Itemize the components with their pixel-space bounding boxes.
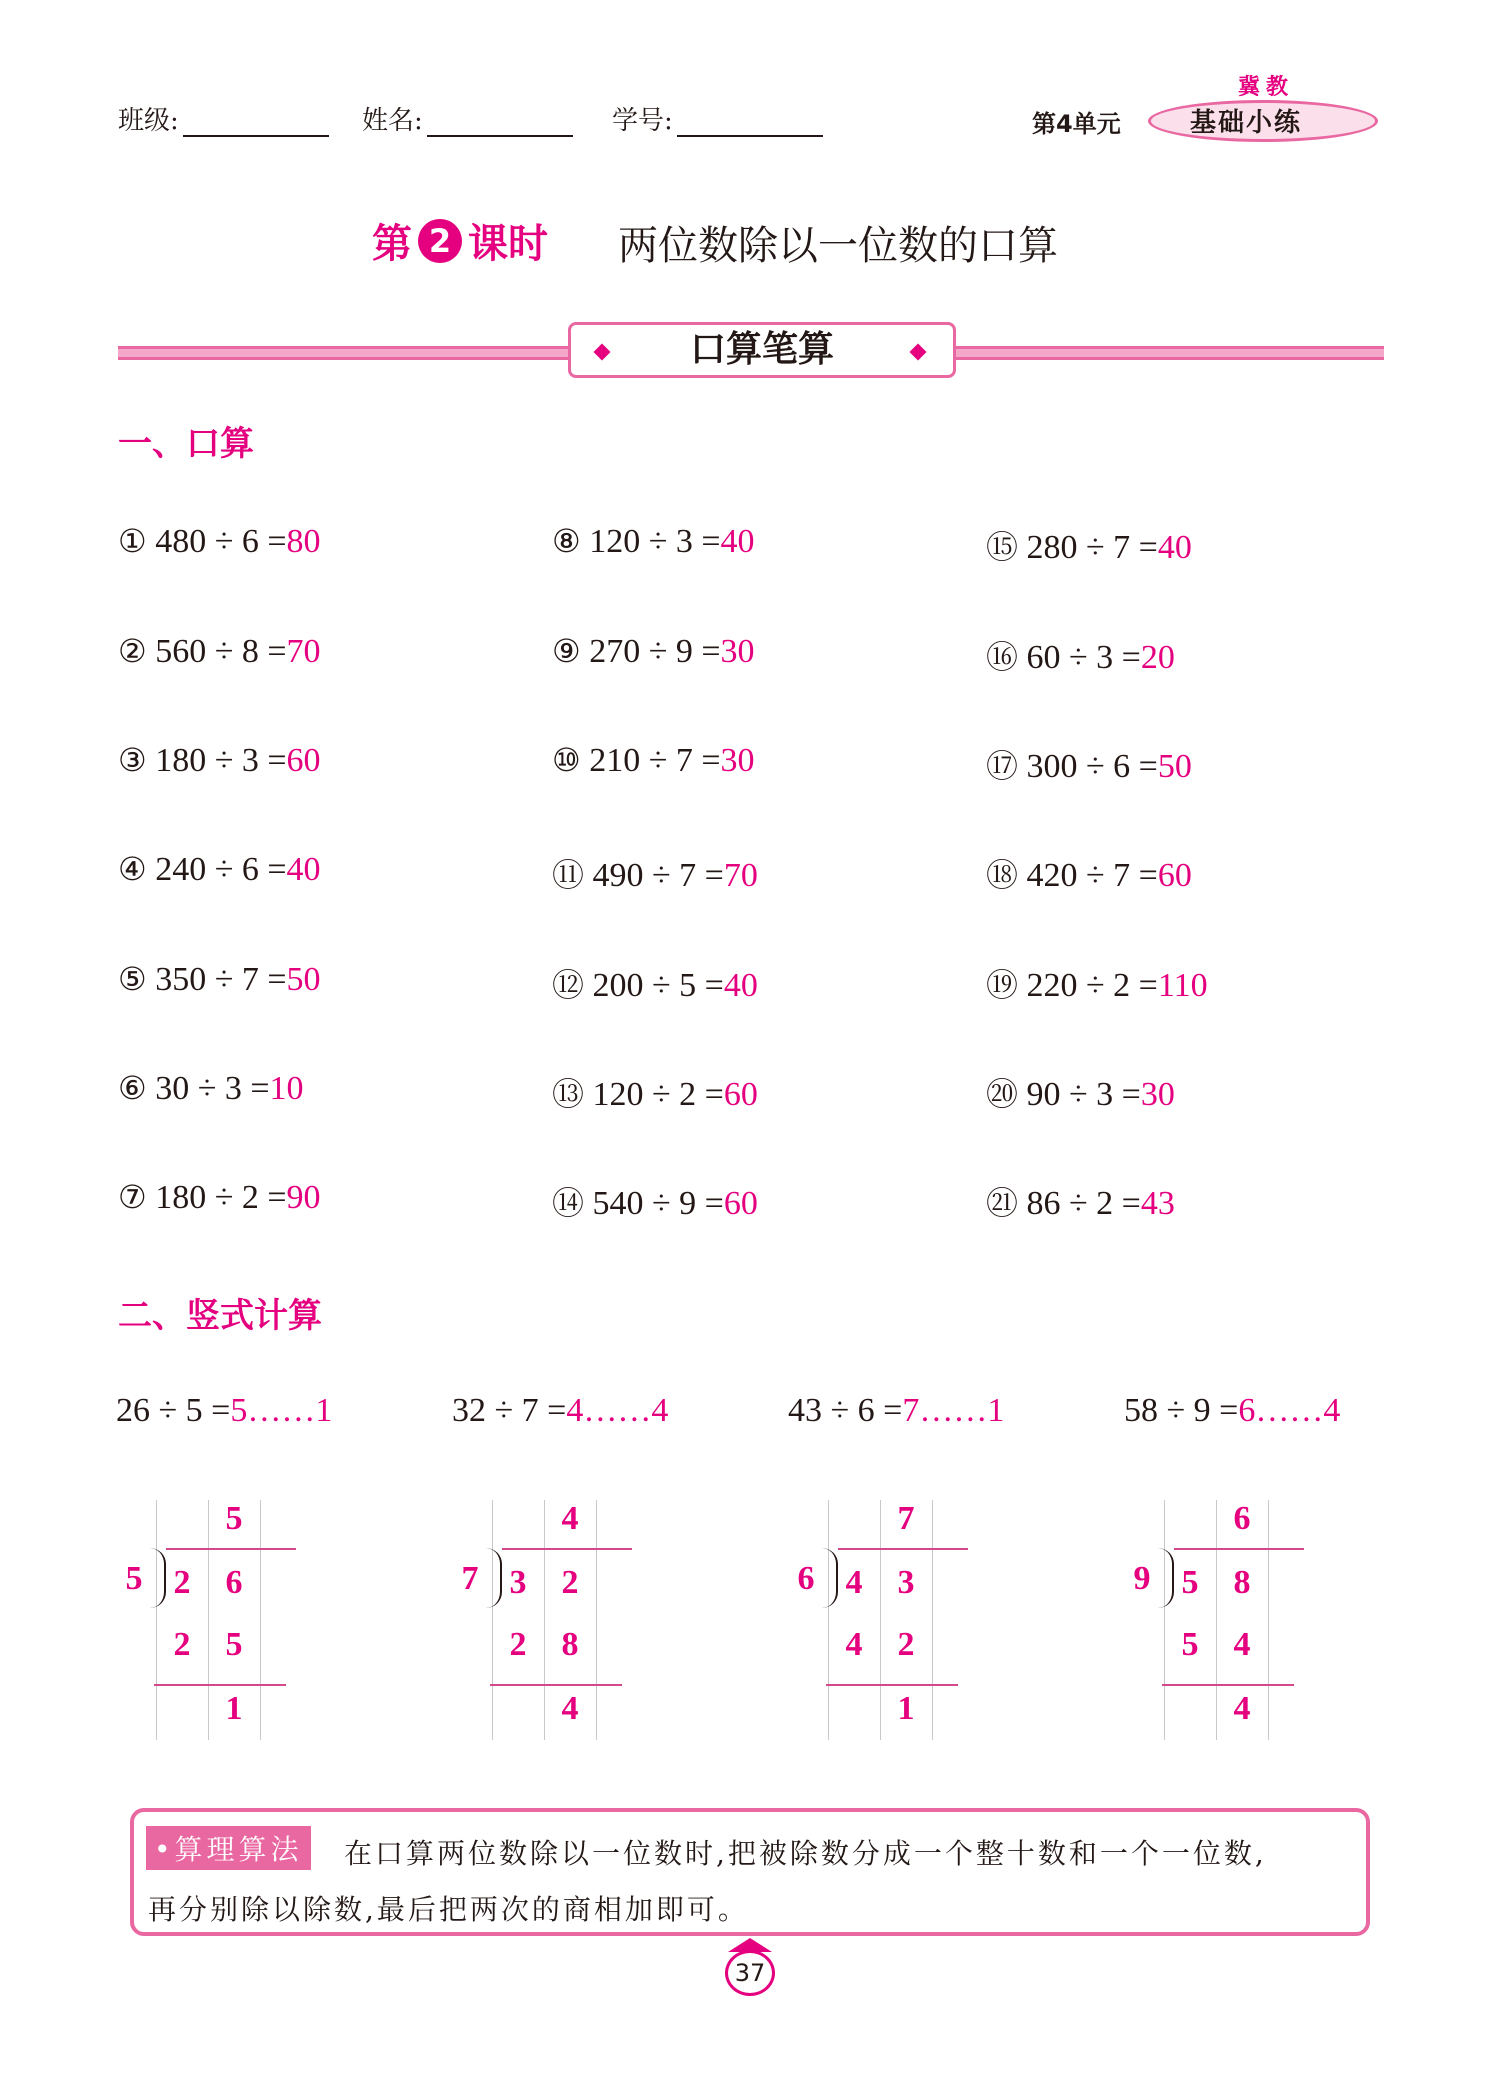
division-answer[interactable]: 5……1 xyxy=(230,1392,333,1429)
question-number: ⑳ xyxy=(986,1075,1019,1113)
oral-question xyxy=(118,522,321,561)
oral-question xyxy=(118,1178,321,1217)
question-number: ① xyxy=(118,522,147,560)
question-number: ⑲ xyxy=(986,966,1019,1004)
name-blank[interactable] xyxy=(427,105,573,137)
publisher-label: 冀教 xyxy=(1238,75,1295,100)
product-digit: 2 xyxy=(509,1626,527,1663)
question-answer[interactable]: 80 xyxy=(286,523,321,560)
oral-question xyxy=(552,1178,758,1224)
oral-question xyxy=(118,632,321,671)
question-expression: 30 ÷ 3 = xyxy=(155,1070,270,1107)
question-expression: 270 ÷ 9 = xyxy=(589,633,721,670)
class-field xyxy=(118,100,329,137)
oral-question xyxy=(552,850,758,896)
oral-question xyxy=(552,960,758,1006)
question-answer[interactable]: 30 xyxy=(1140,1076,1175,1113)
id-blank[interactable] xyxy=(677,105,823,137)
division-answer[interactable]: 4……4 xyxy=(566,1392,669,1429)
dividend-digit: 2 xyxy=(173,1564,191,1601)
oral-question xyxy=(118,850,321,889)
division-expression: 43 ÷ 6 = xyxy=(788,1392,903,1429)
question-number: ㉑ xyxy=(986,1184,1019,1222)
grid-line xyxy=(1268,1500,1269,1740)
question-answer[interactable]: 70 xyxy=(723,857,758,894)
question-number: ⑰ xyxy=(986,747,1019,785)
question-answer[interactable]: 50 xyxy=(286,961,321,998)
division-equation xyxy=(116,1392,332,1430)
class-label: 班级: xyxy=(118,106,179,136)
division-expression: 32 ÷ 7 = xyxy=(452,1392,567,1429)
question-number: ⑪ xyxy=(552,856,585,894)
quotient-digit: 4 xyxy=(561,1500,579,1537)
tip-line-1: 在口算两位数除以一位数时,把被除数分成一个整十数和一个一位数, xyxy=(344,1837,1267,1870)
oral-question xyxy=(986,960,1208,1006)
name-field xyxy=(362,100,573,137)
oral-question xyxy=(552,522,755,561)
question-expression: 120 ÷ 2 = xyxy=(592,1076,724,1113)
question-answer[interactable]: 50 xyxy=(1157,748,1192,785)
question-number: ② xyxy=(118,632,147,670)
page-number: 37 xyxy=(725,1950,775,1996)
grid-line xyxy=(932,1500,933,1740)
dividend-digit: 3 xyxy=(509,1564,527,1601)
subtraction-line xyxy=(490,1684,622,1686)
lesson-number: 2 xyxy=(418,219,462,263)
question-answer[interactable]: 43 xyxy=(1140,1185,1175,1222)
product-digit: 5 xyxy=(1181,1626,1199,1663)
question-number: ③ xyxy=(118,741,147,779)
division-bar xyxy=(838,1548,968,1550)
dividend-digit: 5 xyxy=(1181,1564,1199,1601)
question-expression: 350 ÷ 7 = xyxy=(155,961,287,998)
division-expression: 58 ÷ 9 = xyxy=(1124,1392,1239,1429)
lesson-prefix: 第 xyxy=(372,221,412,267)
product-digit: 2 xyxy=(897,1626,915,1663)
division-equation xyxy=(788,1392,1004,1430)
question-expression: 560 ÷ 8 = xyxy=(155,633,287,670)
question-number: ⑭ xyxy=(552,1184,585,1222)
oral-question xyxy=(552,1069,758,1115)
division-equation xyxy=(452,1392,668,1430)
question-number: ⑨ xyxy=(552,632,581,670)
question-number: ⑱ xyxy=(986,856,1019,894)
grid-line xyxy=(880,1500,881,1740)
question-answer[interactable]: 60 xyxy=(723,1076,758,1113)
id-field xyxy=(612,100,823,137)
division-equation xyxy=(1124,1392,1340,1430)
question-number: ⑬ xyxy=(552,1075,585,1113)
grid-line xyxy=(1216,1500,1217,1740)
oral-question xyxy=(552,632,755,671)
question-number: ④ xyxy=(118,850,147,888)
division-bar xyxy=(502,1548,632,1550)
question-answer[interactable]: 20 xyxy=(1140,639,1175,676)
division-answer[interactable]: 7……1 xyxy=(902,1392,1005,1429)
dividend-digit: 4 xyxy=(845,1564,863,1601)
lesson-title: 两位数除以一位数的口算 xyxy=(618,223,1058,269)
question-expression: 210 ÷ 7 = xyxy=(589,742,721,779)
question-answer[interactable]: 40 xyxy=(286,851,321,888)
question-expression: 60 ÷ 3 = xyxy=(1026,639,1141,676)
question-expression: 420 ÷ 7 = xyxy=(1026,857,1158,894)
subtraction-line xyxy=(826,1684,958,1686)
question-expression: 490 ÷ 7 = xyxy=(592,857,724,894)
tip-line-2: 再分别除以除数,最后把两次的商相加即可。 xyxy=(148,1893,749,1926)
oral-question xyxy=(552,741,755,780)
question-expression: 200 ÷ 5 = xyxy=(592,967,724,1004)
division-expression: 26 ÷ 5 = xyxy=(116,1392,231,1429)
oral-question xyxy=(986,632,1175,678)
divisor-digit: 9 xyxy=(1133,1560,1151,1597)
series-label: 基础小练 xyxy=(1190,108,1303,138)
question-number: ⑩ xyxy=(552,741,581,779)
grid-line xyxy=(1164,1500,1165,1740)
part1-title: 一、口算 xyxy=(118,424,254,464)
question-answer[interactable]: 40 xyxy=(1157,529,1192,566)
oral-question xyxy=(986,1069,1175,1115)
grid-line xyxy=(156,1500,157,1740)
question-number: ⑮ xyxy=(986,528,1019,566)
tip-label: •算理算法 xyxy=(146,1826,311,1870)
grid-line xyxy=(544,1500,545,1740)
question-expression: 120 ÷ 3 = xyxy=(589,523,721,560)
question-expression: 180 ÷ 2 = xyxy=(155,1179,287,1216)
lesson-suffix: 课时 xyxy=(468,221,548,267)
grid-line xyxy=(828,1500,829,1740)
divisor-digit: 6 xyxy=(797,1560,815,1597)
divisor-digit: 5 xyxy=(125,1560,143,1597)
product-digit: 4 xyxy=(845,1626,863,1663)
question-answer[interactable]: 60 xyxy=(1157,857,1192,894)
question-answer[interactable]: 60 xyxy=(723,1185,758,1222)
quotient-digit: 7 xyxy=(897,1500,915,1537)
lesson-tag xyxy=(372,212,548,269)
class-blank[interactable] xyxy=(183,105,329,137)
division-bar xyxy=(1174,1548,1304,1550)
product-digit: 8 xyxy=(561,1626,579,1663)
question-answer[interactable]: 90 xyxy=(286,1179,321,1216)
question-expression: 480 ÷ 6 = xyxy=(155,523,287,560)
question-answer[interactable]: 40 xyxy=(720,523,755,560)
grid-line xyxy=(208,1500,209,1740)
oral-question xyxy=(986,1178,1175,1224)
remainder-digit: 4 xyxy=(1233,1690,1251,1727)
dividend-digit: 2 xyxy=(561,1564,579,1601)
question-expression: 540 ÷ 9 = xyxy=(592,1185,724,1222)
oral-question xyxy=(986,522,1192,568)
question-expression: 86 ÷ 2 = xyxy=(1026,1185,1141,1222)
question-expression: 280 ÷ 7 = xyxy=(1026,529,1158,566)
subtraction-line xyxy=(154,1684,286,1686)
question-number: ⑧ xyxy=(552,522,581,560)
question-number: ⑯ xyxy=(986,638,1019,676)
oral-question xyxy=(118,1069,304,1108)
id-label: 学号: xyxy=(612,106,673,136)
oral-question xyxy=(118,741,321,780)
question-answer[interactable]: 30 xyxy=(720,742,755,779)
grid-line xyxy=(596,1500,597,1740)
remainder-digit: 4 xyxy=(561,1690,579,1727)
question-expression: 180 ÷ 3 = xyxy=(155,742,287,779)
question-number: ⑤ xyxy=(118,960,147,998)
question-number: ⑫ xyxy=(552,966,585,1004)
product-digit: 2 xyxy=(173,1626,191,1663)
oral-question xyxy=(986,850,1192,896)
grid-line xyxy=(492,1500,493,1740)
remainder-digit: 1 xyxy=(225,1690,243,1727)
division-answer[interactable]: 6……4 xyxy=(1238,1392,1341,1429)
part2-title: 二、竖式计算 xyxy=(118,1296,322,1336)
question-answer[interactable]: 60 xyxy=(286,742,321,779)
unit-label: 第4单元 xyxy=(1032,110,1121,138)
product-digit: 4 xyxy=(1233,1626,1251,1663)
question-expression: 300 ÷ 6 = xyxy=(1026,748,1158,785)
dividend-digit: 3 xyxy=(897,1564,915,1601)
quotient-digit: 6 xyxy=(1233,1500,1251,1537)
question-number: ⑥ xyxy=(118,1069,147,1107)
dividend-digit: 6 xyxy=(225,1564,243,1601)
remainder-digit: 1 xyxy=(897,1690,915,1727)
product-digit: 5 xyxy=(225,1626,243,1663)
name-label: 姓名: xyxy=(362,106,423,136)
division-bar xyxy=(166,1548,296,1550)
question-answer[interactable]: 40 xyxy=(723,967,758,1004)
section-banner-title: 口算笔算 xyxy=(689,329,834,370)
dividend-digit: 8 xyxy=(1233,1564,1251,1601)
question-answer[interactable]: 10 xyxy=(269,1070,304,1107)
quotient-digit: 5 xyxy=(225,1500,243,1537)
question-expression: 240 ÷ 6 = xyxy=(155,851,287,888)
divisor-digit: 7 xyxy=(461,1560,479,1597)
question-answer[interactable]: 70 xyxy=(286,633,321,670)
subtraction-line xyxy=(1162,1684,1294,1686)
oral-question xyxy=(986,741,1192,787)
oral-question xyxy=(118,960,321,999)
grid-line xyxy=(260,1500,261,1740)
question-expression: 90 ÷ 3 = xyxy=(1026,1076,1141,1113)
question-number: ⑦ xyxy=(118,1178,147,1216)
question-answer[interactable]: 110 xyxy=(1157,967,1208,1004)
question-expression: 220 ÷ 2 = xyxy=(1026,967,1158,1004)
question-answer[interactable]: 30 xyxy=(720,633,755,670)
